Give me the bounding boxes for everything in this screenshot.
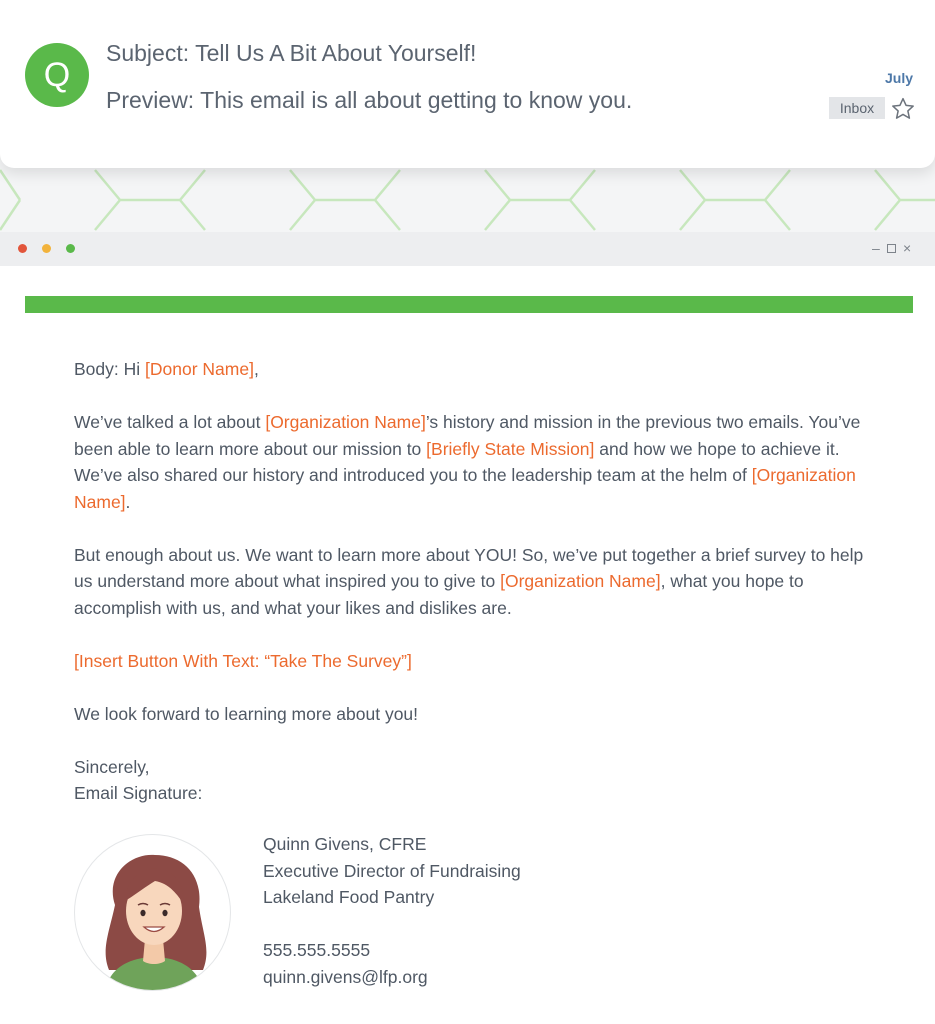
- p2-text-1: But enough about us. We want to learn more about YOU! So, we’ve put together a brief survey to help us understand more about what inspired you to give to: [74, 544, 864, 591]
- maximize-icon: [887, 244, 896, 253]
- email-header-accent-bar: [25, 296, 913, 313]
- window-title-bar: [0, 232, 935, 266]
- paragraph-history: [74, 409, 874, 515]
- signature-organization: Lakeland Food Pantry: [263, 887, 435, 907]
- star-icon[interactable]: [890, 96, 916, 122]
- minimize-button[interactable]: –: [872, 240, 880, 256]
- sender-avatar-letter: Q: [43, 55, 71, 94]
- signature-title: Executive Director of Fundraising: [263, 860, 521, 881]
- signature-avatar: [74, 834, 231, 991]
- p1-text-3: and how we hope to achieve it. We’ve also shared our history and introduced you to the leadership team at the helm of: [74, 438, 840, 485]
- p1-text-2: ’s history and mission in the previous two emails. You’ve been able to learn more about our mission to: [74, 412, 861, 459]
- sign-off: Sincerely,: [74, 756, 150, 777]
- paragraph-survey: [74, 542, 874, 622]
- greeting-line: [74, 356, 874, 383]
- mission-placeholder: [Briefly State Mission]: [426, 438, 595, 459]
- p2-text-2: , what you hope to accomplish with us, and what your likes and dislikes are.: [74, 571, 804, 618]
- maximize-button[interactable]: [887, 240, 896, 256]
- organization-placeholder: [Organization Name]: [265, 412, 426, 432]
- organization-placeholder: [Organization Name]: [74, 465, 856, 512]
- person-illustration-icon: [75, 835, 231, 991]
- folder-badge[interactable]: Inbox: [829, 97, 885, 119]
- survey-button-placeholder: [Insert Button With Text: “Take The Survey”]: [74, 650, 412, 671]
- email-list-item[interactable]: [0, 0, 935, 168]
- close-dot-icon[interactable]: [18, 244, 27, 253]
- signature-name: Quinn Givens, CFRE: [263, 834, 427, 854]
- greeting-suffix: ,: [253, 359, 259, 379]
- email-body: [74, 356, 874, 807]
- closing-line: We look forward to learning more about you!: [74, 703, 419, 724]
- minimize-dot-icon[interactable]: [42, 244, 51, 253]
- email-subject: Subject: Tell Us A Bit About Yourself!: [106, 40, 477, 66]
- email-preview: Preview: This email is all about getting to know you.: [106, 87, 633, 113]
- signature-block: [263, 831, 521, 990]
- p1-text-4: .: [125, 491, 131, 512]
- close-button[interactable]: ×: [903, 240, 912, 256]
- donor-name-placeholder: [Donor Name]: [145, 359, 254, 379]
- p1-text-1: We’ve talked a lot about: [74, 412, 266, 432]
- organization-placeholder: [Organization Name]: [500, 571, 661, 591]
- zoom-dot-icon[interactable]: [66, 244, 75, 253]
- signature-phone: 555.555.5555: [263, 940, 371, 960]
- signature-email: quinn.givens@lfp.org: [263, 966, 428, 987]
- signature-spacer: [263, 911, 521, 938]
- email-date: July: [884, 70, 913, 86]
- signature-label: Email Signature:: [74, 783, 203, 803]
- sender-avatar: [25, 43, 89, 107]
- greeting-prefix: Body: Hi: [74, 359, 145, 379]
